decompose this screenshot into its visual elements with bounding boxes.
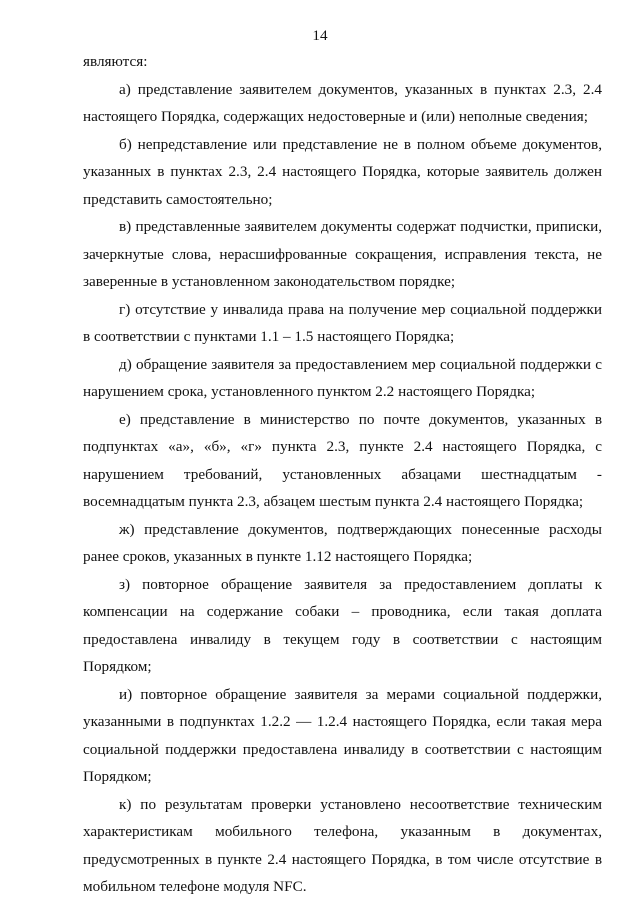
paragraph-item-zh: ж) представление документов, подтверждающих понесенные расходы ранее сроков, указанных в пункте 1.12 настоящего Порядка; bbox=[83, 520, 602, 565]
paragraph-item-g: г) отсутствие у инвалида права на получение мер социальной поддержки в соответствии с пунктами 1.1 – 1.5 настоящего Порядка; bbox=[83, 300, 602, 345]
page-number: 14 bbox=[312, 27, 328, 44]
paragraph-item-d: д) обращение заявителя за предоставлением мер социальной поддержки с нарушением срока, установленного пунктом 2.2 настоящего Порядка; bbox=[83, 355, 602, 400]
paragraph-item-a: а) представление заявителем документов, указанных в пунктах 2.3, 2.4 настоящего Порядка, содержащих недостоверные и (или) неполные сведения; bbox=[83, 80, 602, 125]
paragraph-lead-in: являются: bbox=[83, 53, 148, 70]
paragraph-item-e: е) представление в министерство по почте документов, указанных в подпунктах «а», «б», «г» пункта 2.3, пункте 2.4 настоящего Порядка, с нарушением требований, установленных абзацами шестнадцатым - восемнадцатым пункта 2.3, абзацем шестым пункта 2.4 настоящего Порядка; bbox=[83, 410, 602, 510]
document-body bbox=[83, 48, 602, 901]
paragraph-item-z: з) повторное обращение заявителя за предоставлением доплаты к компенсации на содержание собаки – проводника, если такая доплата предоставлена инвалиду в текущем году в соответствии с настоящим Порядком; bbox=[83, 575, 602, 675]
paragraph-item-v: в) представленные заявителем документы содержат подчистки, приписки, зачеркнутые слова, нерасшифрованные сокращения, исправления текста, не заверенные в установленном законодательством порядке; bbox=[83, 218, 602, 290]
paragraph-item-b: б) непредставление или представление не в полном объеме документов, указанных в пунктах 2.3, 2.4 настоящего Порядка, которые заявитель должен представить самостоятельно; bbox=[83, 135, 602, 208]
paragraph-item-i: и) повторное обращение заявителя за мерами социальной поддержки, указанными в подпунктах 1.2.2 — 1.2.4 настоящего Порядка, если такая мера социальной поддержки предоставлена инвалиду в соответствии с настоящим Порядком; bbox=[83, 685, 602, 785]
paragraph-item-k: к) по результатам проверки установлено несоответствие техническим характеристикам мобильного телефона, указанным в документах, предусмотренных в пункте 2.4 настоящего Порядка, в том числе отсутствие в мобильном телефоне модуля NFC. bbox=[83, 795, 602, 895]
